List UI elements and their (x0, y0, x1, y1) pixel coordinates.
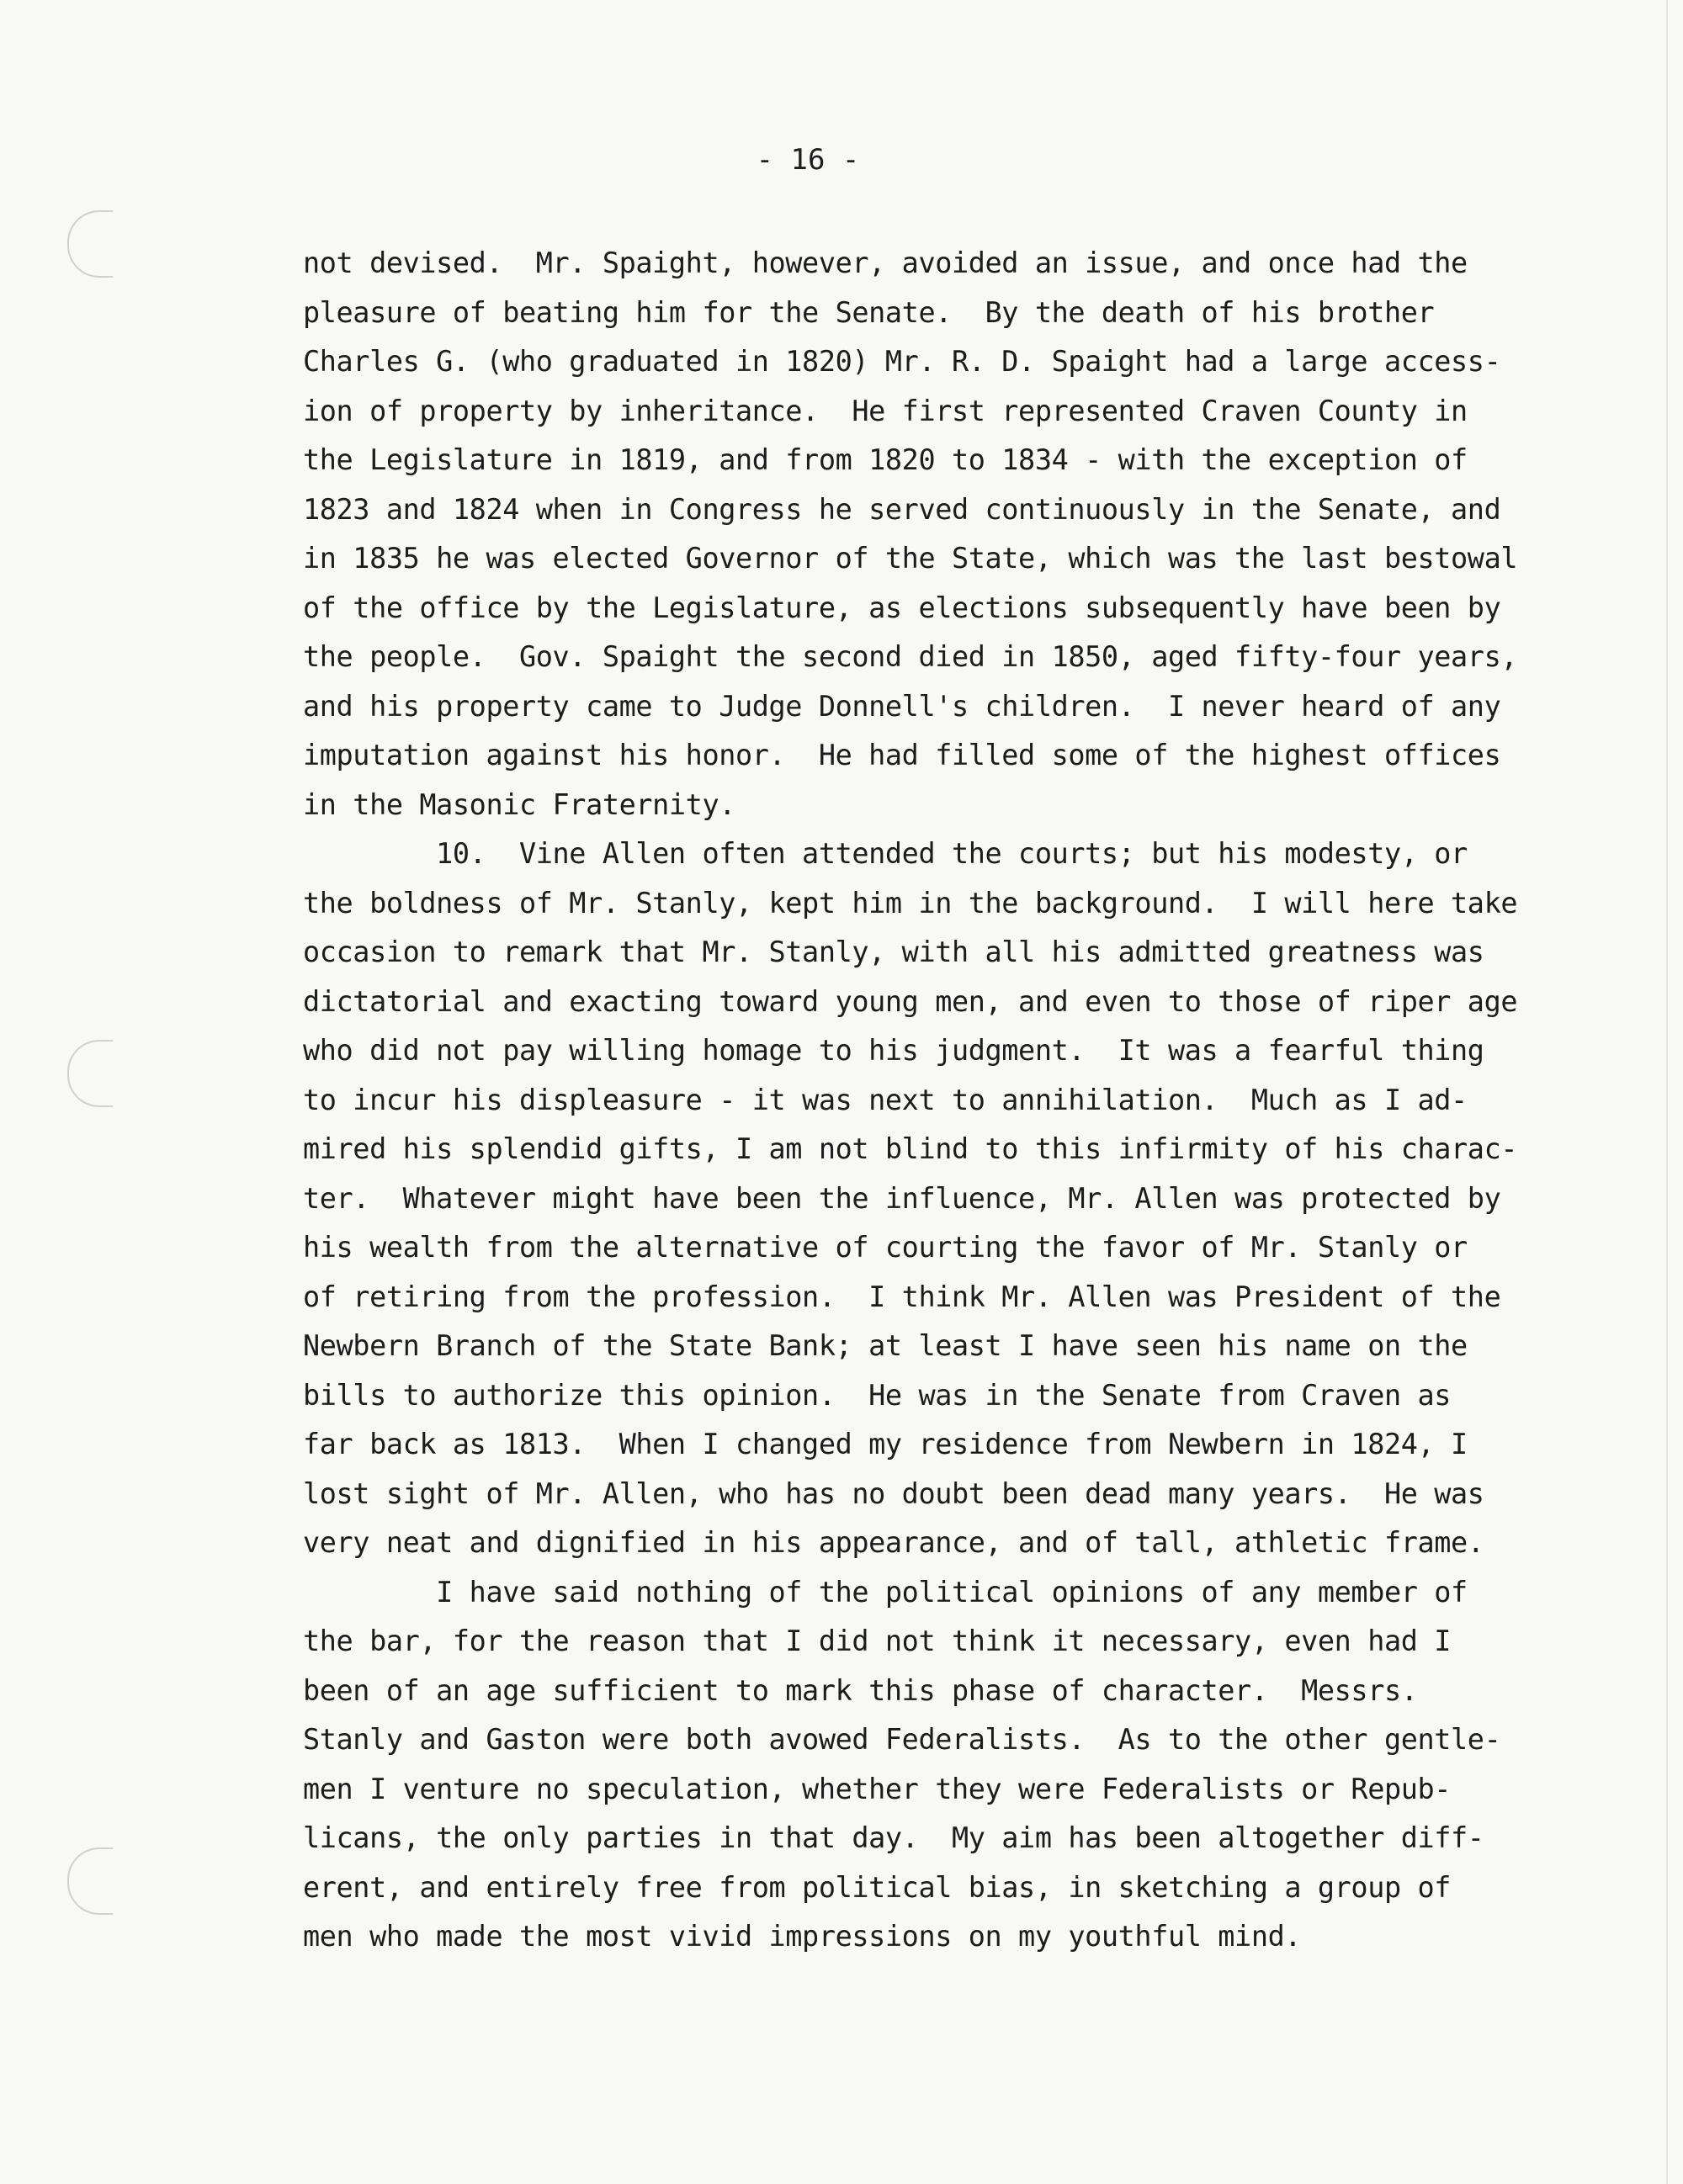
text-line: imputation against his honor. He had filled some of the highest offices (303, 739, 1501, 771)
text-line: erent, and entirely free from political bias, in sketching a group of (303, 1870, 1452, 1904)
text-line: the Legislature in 1819, and from 1820 to 1834 - with the exception of (303, 443, 1468, 476)
text-line: Charles G. (who graduated in 1820) Mr. R. D. Spaight had a large access- (303, 345, 1501, 378)
text-line: men who made the most vivid impressions on my youthful mind. (303, 1920, 1302, 1953)
body-text (303, 239, 1518, 1962)
text-line: been of an age sufficient to mark this phase of character. Messrs. (303, 1673, 1418, 1707)
text-line: very neat and dignified in his appearance, and of tall, athletic frame. (303, 1526, 1484, 1559)
text-line: men I venture no speculation, whether they were Federalists or Repub- (303, 1772, 1452, 1805)
text-line: ter. Whatever might have been the influence, Mr. Allen was protected by (303, 1181, 1501, 1215)
text-line: far back as 1813. When I changed my residence from Newbern in 1824, I (303, 1428, 1468, 1460)
text-line: of retiring from the profession. I think Mr. Allen was President of the (303, 1280, 1501, 1313)
text-line: who did not pay willing homage to his judgment. It was a fearful thing (303, 1034, 1484, 1067)
text-line: his wealth from the alternative of courting the favor of Mr. Stanly or (303, 1231, 1468, 1264)
text-line: in the Masonic Fraternity. (303, 787, 735, 821)
text-line: ion of property by inheritance. He first represented Craven County in (303, 394, 1468, 427)
punch-hole-bottom (67, 1847, 113, 1915)
text-line: Stanly and Gaston were both avowed Federalists. As to the other gentle- (303, 1723, 1501, 1756)
page-edge (1666, 0, 1668, 2184)
text-line: licans, the only parties in that day. My aim has been altogether diff- (303, 1821, 1484, 1854)
text-line: I have said nothing of the political opinions of any member of (303, 1575, 1468, 1609)
text-line: to incur his displeasure - it was next to annihilation. Much as I ad- (303, 1083, 1468, 1116)
text-line: occasion to remark that Mr. Stanly, with all his admitted greatness was (303, 936, 1484, 968)
text-line: the people. Gov. Spaight the second died in 1850, aged fifty-four years, (303, 640, 1518, 673)
text-line: lost sight of Mr. Allen, who has no doubt been dead many years. He was (303, 1476, 1484, 1510)
text-line: of the office by the Legislature, as elections subsequently have been by (303, 591, 1501, 624)
text-line: and his property came to Judge Donnell's children. I never heard of any (303, 689, 1501, 723)
text-line: the bar, for the reason that I did not think it necessary, even had I (303, 1625, 1452, 1657)
text-line: pleasure of beating him for the Senate. By the death of his brother (303, 295, 1435, 329)
text-line: mired his splendid gifts, I am not blind to this infirmity of his charac- (303, 1132, 1518, 1165)
text-line: in 1835 he was elected Governor of the State, which was the last bestowal (303, 542, 1518, 575)
punch-hole-middle (67, 1040, 113, 1107)
page-number: - 16 - (756, 143, 860, 177)
text-line: bills to authorize this opinion. He was in the Senate from Craven as (303, 1378, 1452, 1412)
text-line: dictatorial and exacting toward young men, and even to those of riper age (303, 984, 1518, 1018)
punch-hole-top (67, 210, 113, 278)
text-line: not devised. Mr. Spaight, however, avoided an issue, and once had the (303, 246, 1468, 279)
text-line: 10. Vine Allen often attended the courts; but his modesty, or (303, 837, 1468, 870)
text-line: Newbern Branch of the State Bank; at least I have seen his name on the (303, 1329, 1468, 1362)
text-line: 1823 and 1824 when in Congress he served continuously in the Senate, and (303, 492, 1501, 526)
text-line: the boldness of Mr. Stanly, kept him in the background. I will here take (303, 886, 1518, 920)
